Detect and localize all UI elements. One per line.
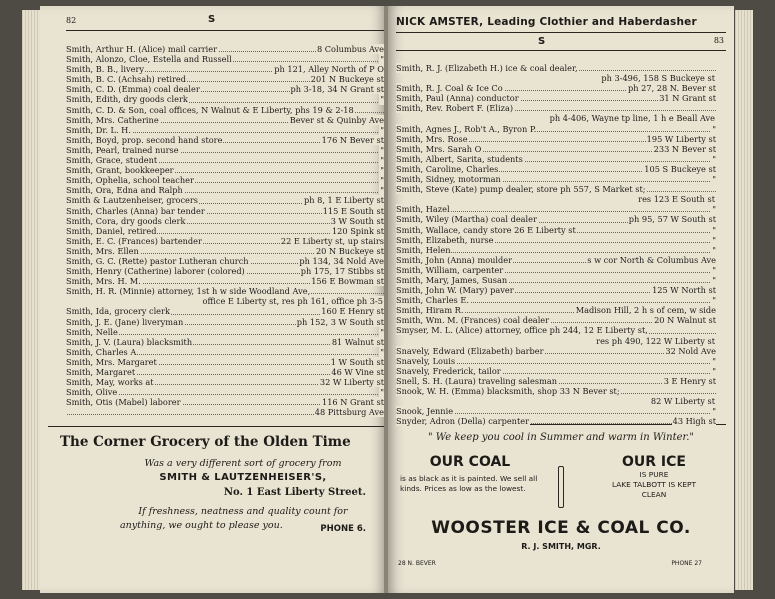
entry-name: Smith, Margaret	[66, 367, 136, 377]
entry-name: Smith, G. C. (Rette) pastor Lutheran church	[66, 255, 249, 266]
ad-store-address: No. 1 East Liberty Street.	[223, 487, 366, 498]
directory-entry	[66, 145, 384, 155]
directory-entry	[66, 286, 384, 296]
entry-address: 32 W Liberty st	[319, 377, 384, 388]
directory-entry	[396, 174, 716, 184]
directory-entry	[66, 317, 384, 327]
entry-address: "	[712, 204, 716, 215]
directory-entry	[396, 325, 716, 335]
entry-name: Smith, Olive	[66, 387, 118, 398]
directory-entry	[66, 246, 384, 256]
left-page	[40, 6, 386, 593]
entry-name: Smith, Ida, grocery clerk	[66, 306, 170, 317]
entry-name: Smith, Caroline, Charles	[396, 163, 499, 174]
entry-name: Smith, Mrs. H. M.	[66, 276, 141, 287]
directory-entry	[396, 134, 716, 144]
entry-address: "	[380, 165, 384, 176]
entry-address: 105 S Buckeye st	[644, 163, 716, 174]
directory-entry	[66, 94, 384, 104]
directory-entry	[396, 285, 716, 295]
entry-address: 81 Walnut st	[331, 336, 384, 347]
entry-name: Smith, John (Anna) moulder	[396, 254, 513, 265]
entry-name: Smith, William, carpenter	[396, 264, 504, 275]
entry-name	[66, 407, 67, 417]
directory-entry	[396, 124, 716, 134]
entry-address: "	[380, 346, 384, 357]
entry-address: ph 121, Alley North of P O	[274, 64, 384, 75]
entry-address: Bever st & Quinby Ave	[289, 114, 384, 125]
entry-address: 233 N Bever st	[653, 143, 716, 154]
directory-entry	[396, 93, 716, 103]
entry-name: Smith, Arthur H. (Alice) mail carrier	[66, 44, 218, 54]
directory-entry	[396, 356, 716, 366]
entry-address: 31 N Grant st	[659, 93, 716, 104]
entry-address: "	[712, 365, 716, 376]
entry-name: Smith, May, works at	[66, 377, 154, 388]
entry-address: 22 E Liberty st, up stairs	[280, 235, 384, 246]
entry-name: Smith, Rev. Robert F. (Eliza)	[396, 103, 514, 114]
grocery-ad	[50, 434, 386, 534]
directory-entry-continuation	[396, 336, 716, 346]
entry-address: ph 8, 1 E Liberty st	[304, 195, 384, 206]
entry-address: 43 High st	[672, 416, 716, 427]
ice-column	[584, 454, 724, 500]
entry-address: 46 W Vine st	[331, 367, 384, 377]
right-page-edges	[735, 10, 753, 590]
entry-address: "	[380, 54, 384, 65]
entry-address: 115 E South st	[322, 205, 384, 216]
entry-address: 125 W North st	[652, 285, 716, 296]
coal-heading: OUR COAL	[429, 454, 511, 470]
company-address: 28 N. BEVER	[398, 560, 436, 567]
entry-address: "	[712, 174, 716, 185]
directory-entry-continuation	[396, 194, 716, 204]
ad-line: If freshness, neatness and quality count for	[138, 506, 348, 517]
header-rule-left	[66, 30, 384, 31]
directory-entry	[66, 216, 384, 226]
entry-address: 116 N Grant st	[322, 397, 384, 408]
directory-entry	[66, 175, 384, 185]
directory-list-left	[66, 44, 384, 417]
directory-entry	[396, 235, 716, 245]
directory-entry	[66, 236, 384, 246]
ice-line: LAKE TALBOTT IS KEPT	[611, 480, 697, 489]
directory-entry	[396, 386, 716, 396]
directory-entry	[66, 387, 384, 397]
entry-address: "	[712, 224, 716, 235]
entry-address: 20 N Buckeye st	[315, 245, 384, 256]
directory-entry	[396, 83, 716, 93]
entry-name: Smith, Sidney, motorman	[396, 174, 501, 185]
entry-name: Smith, Wallace, candy store 26 E Liberty st	[396, 224, 576, 235]
entry-name: Smith, Helen	[396, 244, 451, 255]
directory-entry	[396, 265, 716, 275]
directory-entry	[396, 295, 716, 305]
entry-address: "	[712, 244, 716, 255]
directory-entry	[66, 105, 384, 115]
entry-name: Smith, Henry (Catherine) laborer (colored)	[66, 266, 245, 277]
banner-rule	[396, 32, 726, 33]
directory-entry	[396, 346, 716, 356]
directory-entry	[66, 256, 384, 266]
entry-name: Smith, Mrs. Ellen	[66, 245, 139, 256]
directory-entry	[66, 195, 384, 205]
directory-entry	[396, 366, 716, 376]
directory-entry	[396, 164, 716, 174]
ice-heading: OUR ICE	[622, 454, 686, 470]
entry-name: Snook, W. H. (Emma) blacksmith, shop 33 N Bever st;	[396, 386, 620, 396]
ad-slogan: " We keep you cool in Summer and warm in Winter."	[428, 432, 694, 443]
entry-address: "	[712, 123, 716, 134]
ad-line: anything, we ought to please you.	[120, 520, 283, 531]
entry-name: Smith, Nelle	[66, 326, 118, 337]
ad-divider	[558, 466, 564, 508]
entry-address: ph 152, 3 W South st	[296, 316, 384, 327]
directory-entry	[66, 125, 384, 135]
directory-entry	[66, 155, 384, 165]
entry-address: "	[712, 295, 716, 306]
entry-name: Smith, C. D. (Emma) coal dealer	[66, 84, 200, 95]
entry-address: "	[712, 264, 716, 275]
directory-entry	[66, 327, 384, 337]
entry-name: Smith, Mrs. Catherine	[66, 114, 159, 125]
entry-name: Smith, Mrs. Sarah O	[396, 143, 482, 154]
entry-name: Smith, Albert, Sarita, students	[396, 153, 523, 164]
page-number-left: 82	[66, 16, 77, 25]
directory-entry	[66, 377, 384, 387]
ad-line: Was a very different sort of grocery from	[144, 458, 342, 469]
entry-name: Smith, Elizabeth, nurse	[396, 234, 494, 245]
entry-address: 20 N Walnut st	[654, 315, 716, 326]
directory-entry	[66, 185, 384, 195]
ad-rule-left	[48, 426, 384, 427]
directory-entry	[66, 276, 384, 286]
entry-name: Smith, Charles E.	[396, 295, 469, 306]
directory-entry	[66, 397, 384, 407]
header-rule-right	[396, 50, 726, 51]
directory-entry	[396, 204, 716, 214]
entry-name: ph 3-496, 158 S Buckeye st	[601, 73, 715, 84]
directory-entry	[396, 305, 716, 315]
company-name: WOOSTER ICE & COAL CO.	[431, 518, 691, 538]
directory-entry	[66, 367, 384, 377]
entry-address: "	[380, 155, 384, 166]
entry-name: Smith, Ora, Edna and Ralph	[66, 185, 183, 196]
directory-entry	[396, 214, 716, 224]
entry-name: Smith, R. J. Coal & Ice Co	[396, 83, 503, 94]
entry-address: 160 E Henry st	[321, 306, 384, 317]
directory-entry	[396, 184, 716, 194]
entry-name: Smith, John W. (Mary) paver	[396, 285, 514, 296]
entry-address: 3 W South st	[330, 215, 384, 226]
directory-entry	[66, 226, 384, 236]
right-page	[388, 6, 734, 593]
entry-name: Smith, Steve (Kate) pump dealer, store ph 557, S Market st;	[396, 184, 646, 195]
entry-name: Smith, Hiram R.	[396, 305, 464, 316]
entry-name: Smith, R. J. (Elizabeth H.) ice & coal dealer,	[396, 63, 578, 73]
directory-entry	[66, 115, 384, 125]
entry-name: Smith, Paul (Anna) conductor	[396, 93, 519, 104]
directory-entry	[66, 135, 384, 145]
entry-name: Smith, Boyd, prop. second hand store	[66, 134, 223, 145]
entry-name: Smith, Otis (Mabel) laborer	[66, 397, 181, 408]
directory-entry	[66, 266, 384, 276]
entry-name: Smith, Ophelia, school teacher	[66, 175, 194, 186]
entry-name: Smith, Grace, student	[66, 155, 158, 166]
directory-entry	[66, 64, 384, 74]
left-page-edges	[22, 10, 40, 590]
entry-name: Smith, Alonzo, Cloe, Estella and Russell	[66, 54, 232, 65]
entry-name: Smith, J. E. (Jane) liveryman	[66, 316, 184, 327]
entry-address: "	[712, 355, 716, 366]
entry-name: Smith, Agnes J., Rob't A., Byron P.	[396, 123, 537, 134]
entry-address: ph 175, 17 Stibbs st	[300, 266, 384, 277]
ad-title: The Corner Grocery of the Olden Time	[60, 434, 351, 450]
entry-name: Smith, Daniel, retired	[66, 225, 157, 236]
section-letter-left: S	[208, 14, 216, 25]
company-manager: R. J. SMITH, MGR.	[521, 542, 601, 551]
entry-name: Smith, C. D. & Son, coal offices, N Walnut & E Liberty, phs 19 & 2-18	[66, 104, 354, 115]
entry-name: Smith, E. C. (Frances) bartender	[66, 235, 202, 246]
entry-address: "	[712, 406, 716, 417]
entry-address: "	[380, 124, 384, 135]
directory-entry	[66, 206, 384, 216]
directory-entry	[396, 255, 716, 265]
entry-name: Smith & Lautzenheiser, grocers	[66, 195, 198, 206]
entry-address: "	[712, 274, 716, 285]
directory-entry	[396, 103, 716, 113]
entry-address: "	[380, 175, 384, 186]
coal-column	[400, 454, 540, 494]
directory-entry	[396, 63, 716, 73]
entry-address: 195 W Liberty st	[646, 133, 716, 144]
directory-entry	[66, 74, 384, 84]
entry-name: Smith, Wiley (Martha) coal dealer	[396, 214, 537, 225]
entry-address: "	[380, 326, 384, 337]
entry-address: 32 Nold Ave	[665, 345, 716, 356]
entry-address: Madison Hill, 2 h s of cem, w side	[575, 305, 716, 316]
directory-entry-continuation	[396, 113, 716, 123]
entry-name: Smith, Mary, James, Susan	[396, 274, 508, 285]
directory-entry-continuation	[66, 296, 384, 306]
entry-name: Smith, B. B., livery	[66, 64, 145, 75]
entry-name: Snyder, Adron (Della) carpenter	[396, 416, 529, 427]
entry-name: office E Liberty st, res ph 161, office ph 3-5	[202, 296, 383, 307]
directory-entry	[396, 275, 716, 285]
entry-address: "	[712, 234, 716, 245]
entry-address: 1 W South st	[330, 356, 384, 367]
entry-name: Snavely, Frederick, tailor	[396, 365, 501, 376]
directory-entry	[396, 245, 716, 255]
entry-address: "	[380, 144, 384, 155]
entry-name: Smith, Charles A	[66, 346, 137, 357]
page-banner: NICK AMSTER, Leading Clothier and Haberdasher	[396, 16, 697, 28]
entry-address: 8 Columbus Ave	[316, 44, 384, 54]
entry-address: s w cor North & Columbus Ave	[587, 254, 716, 265]
directory-entry	[66, 165, 384, 175]
entry-name: ph 4-406, Wayne tp line, 1 h e Beall Ave	[549, 113, 715, 124]
entry-name: Smith, Mrs. Rose	[396, 133, 468, 144]
ice-coal-ad	[388, 432, 734, 567]
directory-entry	[66, 84, 384, 94]
directory-entry	[66, 337, 384, 347]
directory-entry	[66, 54, 384, 64]
entry-name: Smith, B. C. (Achsah) retired	[66, 74, 186, 85]
entry-address: 3 E Henry st	[663, 375, 716, 386]
entry-address: 156 E Bowman st	[311, 276, 384, 287]
entry-name: Smith, Grant, bookkeeper	[66, 165, 174, 176]
directory-entry	[396, 144, 716, 154]
directory-entry	[66, 347, 384, 357]
entry-name: Snavely, Louis	[396, 355, 456, 366]
entry-address: ph 3-18, 34 N Grant st	[290, 84, 384, 95]
section-letter-right: S	[538, 36, 546, 47]
directory-entry	[396, 376, 716, 386]
ice-line: IS PURE	[639, 470, 669, 479]
entry-address: 201 N Buckeye st	[310, 74, 384, 85]
entry-name: Smith, Pearl, trained nurse	[66, 144, 179, 155]
directory-entry	[66, 357, 384, 367]
entry-address: 176 N Bever st	[321, 134, 384, 145]
entry-name: Snook, Jennie	[396, 406, 454, 417]
entry-name: Smith, J. V. (Laura) blacksmith	[66, 336, 193, 347]
ad-store-name: SMITH & LAUTZENHEISER'S,	[159, 472, 327, 483]
ad-phone: PHONE 6.	[320, 524, 366, 534]
ice-line: CLEAN	[641, 490, 667, 499]
directory-list-right	[396, 63, 716, 426]
entry-name: Smith, Hazel	[396, 204, 450, 215]
directory-entry	[396, 406, 716, 416]
entry-address: 48 Pittsburg Ave	[314, 407, 384, 418]
entry-name: res 123 E South st	[638, 194, 715, 205]
directory-entry	[66, 306, 384, 316]
entry-name: Smith, Edith, dry goods clerk	[66, 94, 188, 105]
directory-entry	[396, 154, 716, 164]
entry-address: ph 134, 34 Nold Ave	[299, 255, 384, 266]
directory-entry-continuation	[396, 396, 716, 406]
entry-address: "	[380, 94, 384, 105]
entry-address: "	[380, 387, 384, 398]
coal-text: is as black as it is painted. We sell all kinds. Prices as low as the lowest.	[400, 474, 538, 493]
entry-name: Smyser, M. L. (Alice) attorney, office ph 244, 12 E Liberty st,	[396, 325, 648, 336]
directory-entry-continuation	[396, 73, 716, 83]
entry-address: ph 95, 57 W South st	[628, 214, 716, 225]
entry-name: Smith, Dr. L. H.	[66, 124, 131, 135]
entry-name: Snell, S. H. (Laura) traveling salesman	[396, 375, 557, 386]
entry-name: Smith, Mrs. Margaret	[66, 356, 157, 367]
entry-name: Smith, Wm. M. (Frances) coal dealer	[396, 315, 550, 326]
entry-name: Smith, Charles (Anna) bar tender	[66, 205, 205, 216]
directory-entry	[396, 315, 716, 325]
page-number-right: 83	[713, 36, 724, 45]
entry-name: 82 W Liberty st	[650, 396, 715, 407]
entry-address: ph 27, 28 N. Bever st	[628, 83, 716, 94]
entry-name: res ph 490, 122 W Liberty st	[596, 335, 715, 346]
directory-entry	[66, 407, 384, 417]
company-phone: PHONE 27	[671, 560, 702, 567]
entry-address: "	[712, 153, 716, 164]
directory-entry	[66, 44, 384, 54]
entry-name: Smith, Cora, dry goods clerk	[66, 215, 186, 226]
entry-name: Smith, H. R. (Minnie) attorney, 1st h w side Woodland Ave,	[66, 286, 311, 297]
entry-name: Snavely, Edward (Elizabeth) barber	[396, 345, 544, 356]
directory-entry	[396, 225, 716, 235]
entry-address: "	[380, 185, 384, 196]
entry-address: 120 Spink st	[331, 225, 384, 236]
